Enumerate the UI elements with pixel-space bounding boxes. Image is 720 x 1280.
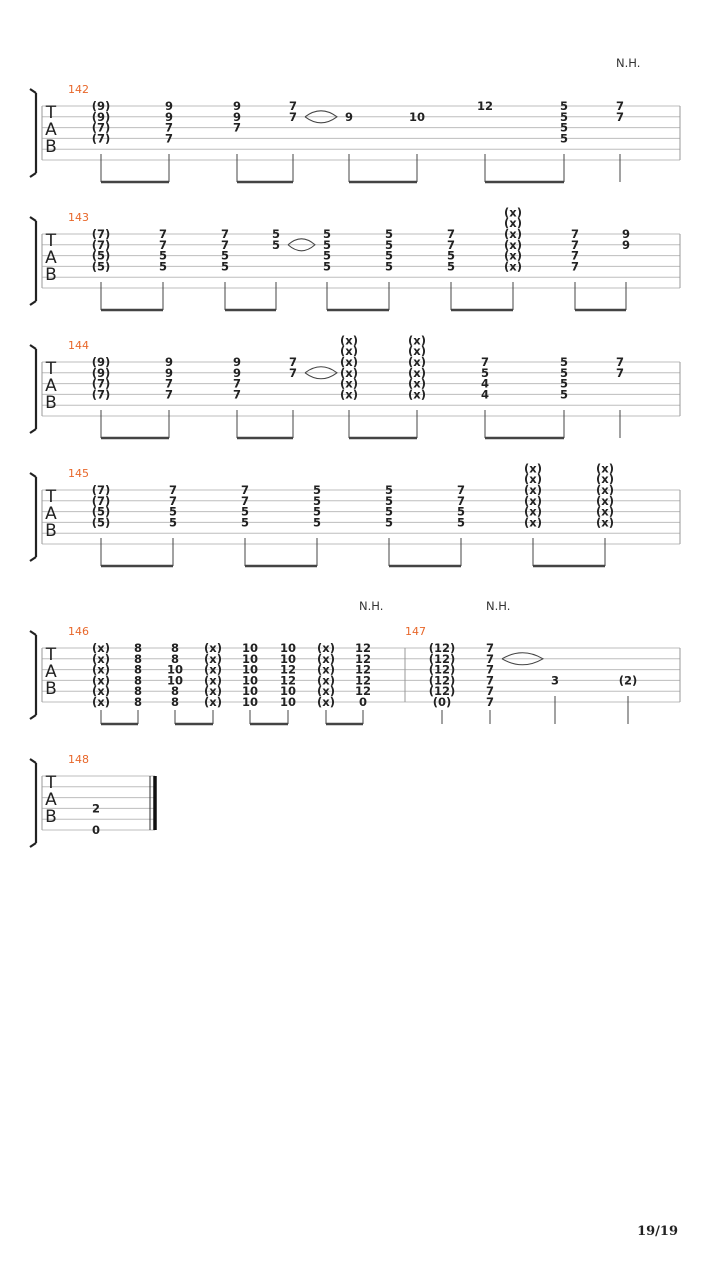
fret-number: 5 bbox=[322, 227, 332, 241]
fret-number: 5 bbox=[312, 515, 322, 530]
fret-number: 5 bbox=[312, 504, 322, 519]
fret-number: 10 bbox=[241, 651, 259, 666]
system-bracket bbox=[30, 345, 36, 433]
system-bracket bbox=[30, 217, 36, 305]
fret-number: (x) bbox=[524, 493, 542, 508]
fret-number: 5 bbox=[384, 237, 394, 252]
fret-number: (x) bbox=[524, 504, 542, 519]
tab-clef-letter: B bbox=[45, 679, 57, 699]
fret-number: (x) bbox=[204, 651, 222, 666]
fret-number: (x) bbox=[596, 493, 614, 508]
fret-number: 5 bbox=[322, 248, 332, 263]
fret-number: (0) bbox=[432, 695, 452, 709]
fret-number: (12) bbox=[428, 651, 456, 666]
fret-number: 7 bbox=[485, 684, 495, 699]
fret-number: 8 bbox=[170, 651, 180, 666]
system-bracket bbox=[30, 473, 36, 561]
fret-number: (7) bbox=[91, 227, 111, 241]
fret-number: 4 bbox=[480, 376, 490, 391]
measure-number: 142 bbox=[68, 83, 89, 96]
fret-number: 8 bbox=[133, 695, 143, 709]
fret-number: 12 bbox=[354, 684, 372, 699]
tab-clef-letter: A bbox=[45, 376, 57, 396]
fret-number: 5 bbox=[322, 259, 332, 274]
measure-number: 146 bbox=[68, 625, 89, 638]
fret-number: (x) bbox=[408, 365, 426, 380]
fret-number: (x) bbox=[92, 695, 110, 709]
fret-number: 8 bbox=[133, 673, 143, 688]
fret-number: (7) bbox=[91, 493, 111, 508]
fret-number: 7 bbox=[288, 355, 298, 369]
fret-number: 5 bbox=[456, 504, 466, 519]
fret-number: 7 bbox=[485, 662, 495, 677]
fret-number: 10 bbox=[279, 641, 297, 655]
tab-clef-letter: A bbox=[45, 504, 57, 524]
fret-number: 5 bbox=[559, 387, 569, 402]
fret-number: (x) bbox=[408, 387, 426, 402]
fret-number: 12 bbox=[279, 662, 297, 677]
fret-number: (x) bbox=[317, 641, 335, 655]
fret-number: 10 bbox=[279, 684, 297, 699]
harmonic-annotation: N.H. bbox=[359, 599, 384, 613]
system-bracket bbox=[30, 759, 36, 847]
fret-number: 0 bbox=[358, 695, 368, 709]
fret-number: 10 bbox=[408, 109, 426, 124]
fret-number: 5 bbox=[158, 248, 168, 263]
tab-clef-letter: B bbox=[45, 137, 57, 157]
fret-number: (2) bbox=[618, 673, 638, 688]
fret-number: (7) bbox=[91, 237, 111, 252]
fret-number: 12 bbox=[354, 662, 372, 677]
fret-number: (x) bbox=[204, 673, 222, 688]
fret-number: 7 bbox=[164, 376, 174, 391]
fret-number: (12) bbox=[428, 662, 456, 677]
fret-number: 10 bbox=[166, 662, 184, 677]
fret-number: (x) bbox=[92, 641, 110, 655]
fret-number: (x) bbox=[408, 333, 426, 348]
fret-number: 7 bbox=[570, 259, 580, 274]
fret-number: (x) bbox=[596, 472, 614, 487]
fret-number: 0 bbox=[91, 823, 101, 837]
fret-number: 7 bbox=[164, 387, 174, 402]
fret-number: 5 bbox=[384, 227, 394, 241]
fret-number: 8 bbox=[170, 641, 180, 655]
fret-number: 7 bbox=[615, 109, 625, 124]
fret-number: (x) bbox=[317, 651, 335, 666]
fret-number: (x) bbox=[504, 227, 522, 241]
fret-number: 9 bbox=[164, 99, 174, 113]
system-bracket bbox=[30, 89, 36, 177]
harmonic-annotation: N.H. bbox=[486, 599, 511, 613]
fret-number: 9 bbox=[164, 355, 174, 369]
fret-number: 5 bbox=[384, 515, 394, 530]
fret-number: 4 bbox=[480, 387, 490, 402]
fret-number: 7 bbox=[480, 355, 490, 369]
tab-clef-letter: T bbox=[45, 231, 57, 251]
fret-number: 5 bbox=[240, 504, 250, 519]
fret-number: (9) bbox=[91, 365, 111, 380]
fret-number: (x) bbox=[317, 684, 335, 699]
fret-number: 10 bbox=[241, 641, 259, 655]
fret-number: (x) bbox=[596, 483, 614, 497]
fret-number: 12 bbox=[354, 673, 372, 688]
fret-number: 5 bbox=[446, 248, 456, 263]
fret-number: 10 bbox=[279, 695, 297, 709]
fret-number: 7 bbox=[615, 365, 625, 380]
fret-number: 5 bbox=[480, 365, 490, 380]
fret-number: 7 bbox=[168, 493, 178, 508]
fret-number: 7 bbox=[446, 237, 456, 252]
fret-number: (x) bbox=[524, 461, 542, 476]
fret-number: 7 bbox=[446, 227, 456, 241]
fret-number: (x) bbox=[92, 662, 110, 677]
fret-number: (x) bbox=[340, 344, 358, 359]
fret-number: (x) bbox=[408, 355, 426, 369]
tab-clef-letter: T bbox=[45, 487, 57, 507]
system-bracket bbox=[30, 631, 36, 719]
fret-number: 7 bbox=[485, 641, 495, 655]
tab-clef-letter: B bbox=[45, 265, 57, 285]
fret-number: (x) bbox=[92, 651, 110, 666]
tab-clef-letter: B bbox=[45, 807, 57, 827]
fret-number: 8 bbox=[133, 684, 143, 699]
tab-clef-letter: T bbox=[45, 359, 57, 379]
fret-number: (x) bbox=[204, 641, 222, 655]
tab-clef-letter: B bbox=[45, 521, 57, 541]
fret-number: 9 bbox=[164, 109, 174, 124]
fret-number: 5 bbox=[384, 504, 394, 519]
fret-number: 7 bbox=[158, 227, 168, 241]
fret-number: (7) bbox=[91, 120, 111, 135]
fret-number: 8 bbox=[133, 641, 143, 655]
tab-clef-letter: T bbox=[45, 645, 57, 665]
fret-number: (12) bbox=[428, 641, 456, 655]
harmonic-annotation: N.H. bbox=[616, 56, 641, 70]
fret-number: 5 bbox=[456, 515, 466, 530]
fret-number: 5 bbox=[168, 504, 178, 519]
fret-number: 8 bbox=[170, 695, 180, 709]
fret-number: 3 bbox=[550, 673, 560, 688]
fret-number: (5) bbox=[91, 504, 111, 519]
fret-number: (9) bbox=[91, 355, 111, 369]
fret-number: (x) bbox=[204, 695, 222, 709]
fret-number: 5 bbox=[158, 259, 168, 274]
fret-number: 7 bbox=[570, 237, 580, 252]
fret-number: 9 bbox=[621, 237, 631, 252]
fret-number: (x) bbox=[524, 483, 542, 497]
page-number: 19/19 bbox=[637, 1224, 678, 1239]
fret-number: 5 bbox=[384, 248, 394, 263]
fret-number: 5 bbox=[322, 237, 332, 252]
fret-number: (x) bbox=[340, 355, 358, 369]
fret-number: (5) bbox=[91, 515, 111, 530]
fret-number: 7 bbox=[164, 131, 174, 146]
fret-number: (x) bbox=[596, 504, 614, 519]
fret-number: 7 bbox=[240, 483, 250, 497]
fret-number: (x) bbox=[504, 205, 522, 220]
measure-number: 148 bbox=[68, 753, 89, 766]
tab-clef-letter: A bbox=[45, 248, 57, 268]
fret-number: 5 bbox=[384, 259, 394, 274]
fret-number: 5 bbox=[559, 120, 569, 135]
fret-number: 9 bbox=[621, 227, 631, 241]
measure-number: 145 bbox=[68, 467, 89, 480]
fret-number: 5 bbox=[559, 109, 569, 124]
fret-number: (x) bbox=[204, 662, 222, 677]
fret-number: 8 bbox=[133, 662, 143, 677]
fret-number: (x) bbox=[340, 333, 358, 348]
tab-clef-letter: T bbox=[45, 773, 57, 793]
fret-number: (x) bbox=[524, 515, 542, 530]
fret-number: 5 bbox=[220, 248, 230, 263]
fret-number: (x) bbox=[408, 344, 426, 359]
measure-number: 147 bbox=[405, 625, 426, 638]
tab-clef-letter: B bbox=[45, 393, 57, 413]
fret-number: 9 bbox=[232, 109, 242, 124]
fret-number: 10 bbox=[241, 673, 259, 688]
fret-number: 10 bbox=[241, 695, 259, 709]
fret-number: 7 bbox=[485, 695, 495, 709]
fret-number: (x) bbox=[92, 684, 110, 699]
fret-number: 12 bbox=[354, 651, 372, 666]
fret-number: 7 bbox=[158, 237, 168, 252]
fret-number: 7 bbox=[240, 493, 250, 508]
fret-number: (9) bbox=[91, 109, 111, 124]
fret-number: 7 bbox=[288, 99, 298, 113]
fret-number: (7) bbox=[91, 387, 111, 402]
fret-number: (x) bbox=[504, 216, 522, 231]
fret-number: (x) bbox=[504, 248, 522, 263]
fret-number: 5 bbox=[312, 483, 322, 497]
fret-number: (9) bbox=[91, 99, 111, 113]
fret-number: 7 bbox=[288, 365, 298, 380]
fret-number: 5 bbox=[271, 237, 281, 252]
fret-number: 5 bbox=[559, 99, 569, 113]
fret-number: 7 bbox=[485, 673, 495, 688]
fret-number: 5 bbox=[559, 355, 569, 369]
fret-number: 5 bbox=[559, 376, 569, 391]
fret-number: 7 bbox=[232, 387, 242, 402]
fret-number: 5 bbox=[168, 515, 178, 530]
tab-clef-letter: T bbox=[45, 103, 57, 123]
fret-number: 9 bbox=[344, 109, 354, 124]
fret-number: 5 bbox=[384, 483, 394, 497]
fret-number: 7 bbox=[168, 483, 178, 497]
fret-number: 8 bbox=[133, 651, 143, 666]
fret-number: 2 bbox=[91, 801, 101, 816]
fret-number: (7) bbox=[91, 376, 111, 391]
fret-number: (5) bbox=[91, 259, 111, 274]
fret-number: 10 bbox=[241, 684, 259, 699]
fret-number: 5 bbox=[559, 365, 569, 380]
fret-number: 7 bbox=[232, 376, 242, 391]
fret-number: 10 bbox=[241, 662, 259, 677]
fret-number: 12 bbox=[354, 641, 372, 655]
fret-number: 7 bbox=[232, 120, 242, 135]
fret-number: (x) bbox=[317, 673, 335, 688]
fret-number: 9 bbox=[232, 365, 242, 380]
fret-number: (12) bbox=[428, 673, 456, 688]
fret-number: 7 bbox=[570, 227, 580, 241]
fret-number: 9 bbox=[164, 365, 174, 380]
fret-number: 7 bbox=[485, 651, 495, 666]
fret-number: (x) bbox=[596, 515, 614, 530]
fret-number: 7 bbox=[220, 227, 230, 241]
fret-number: 10 bbox=[166, 673, 184, 688]
tab-clef-letter: A bbox=[45, 662, 57, 682]
fret-number: 9 bbox=[232, 99, 242, 113]
measure-number: 144 bbox=[68, 339, 89, 352]
fret-number: (12) bbox=[428, 684, 456, 699]
fret-number: (x) bbox=[504, 259, 522, 274]
fret-number: (x) bbox=[317, 662, 335, 677]
fret-number: 7 bbox=[220, 237, 230, 252]
fret-number: (5) bbox=[91, 248, 111, 263]
fret-number: (x) bbox=[204, 684, 222, 699]
fret-number: 8 bbox=[170, 684, 180, 699]
fret-number: 5 bbox=[271, 227, 281, 241]
fret-number: (x) bbox=[504, 237, 522, 252]
fret-number: (x) bbox=[340, 365, 358, 380]
fret-number: (x) bbox=[340, 387, 358, 402]
fret-number: (x) bbox=[92, 673, 110, 688]
fret-number: 5 bbox=[446, 259, 456, 274]
fret-number: 7 bbox=[456, 483, 466, 497]
fret-number: (7) bbox=[91, 483, 111, 497]
fret-number: 5 bbox=[240, 515, 250, 530]
tab-clef-letter: A bbox=[45, 790, 57, 810]
fret-number: 5 bbox=[220, 259, 230, 274]
tab-clef-letter: A bbox=[45, 120, 57, 140]
fret-number: 5 bbox=[312, 493, 322, 508]
fret-number: 7 bbox=[456, 493, 466, 508]
fret-number: 7 bbox=[570, 248, 580, 263]
fret-number: (7) bbox=[91, 131, 111, 146]
fret-number: (x) bbox=[596, 461, 614, 476]
fret-number: 12 bbox=[279, 673, 297, 688]
fret-number: 7 bbox=[288, 109, 298, 124]
fret-number: 5 bbox=[559, 131, 569, 146]
fret-number: (x) bbox=[524, 472, 542, 487]
fret-number: 9 bbox=[232, 355, 242, 369]
fret-number: 7 bbox=[615, 355, 625, 369]
fret-number: 7 bbox=[164, 120, 174, 135]
measure-number: 143 bbox=[68, 211, 89, 224]
fret-number: 12 bbox=[476, 99, 494, 113]
fret-number: (x) bbox=[408, 376, 426, 391]
fret-number: 10 bbox=[279, 651, 297, 666]
fret-number: 7 bbox=[615, 99, 625, 113]
fret-number: (x) bbox=[340, 376, 358, 391]
fret-number: 5 bbox=[384, 493, 394, 508]
fret-number: (x) bbox=[317, 695, 335, 709]
